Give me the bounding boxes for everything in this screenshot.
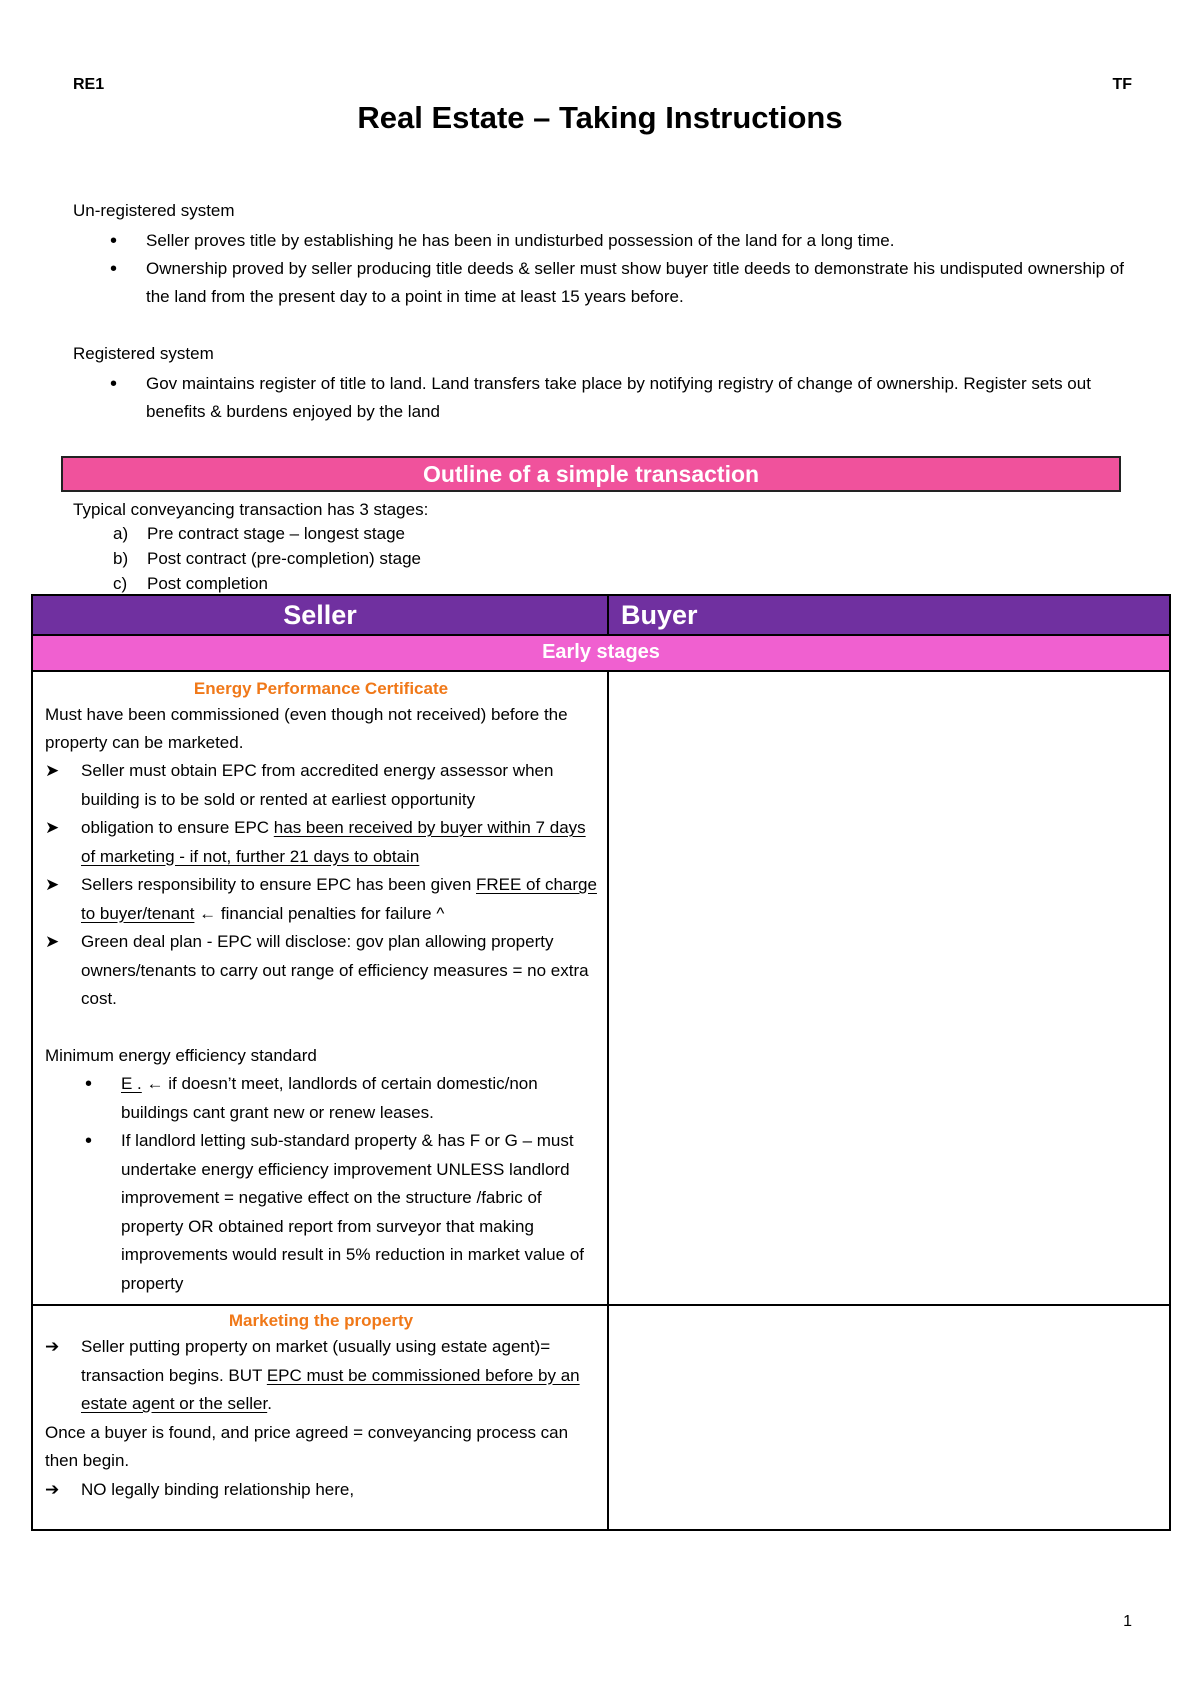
list-item (73, 571, 421, 596)
list-marker: b) (113, 549, 129, 568)
list-item: ➔ Seller putting property on market (usually using estate agent)= transaction begins. BUT EPC must be commissioned before by an estate agent or the seller. (45, 1333, 597, 1419)
arrowhead-bullet-icon: ➤ (45, 761, 60, 780)
buyer-column-header: Buyer (608, 595, 1170, 635)
stage-text: Post contract (pre-completion) stage (147, 549, 422, 568)
marketing-list-2 (45, 1476, 597, 1505)
list-item: • Ownership proved by seller producing title deeds & seller must show buyer title deeds to demonstrate his undisputed ownership of the land from the present day to a point in time at least 15 years before. (108, 255, 1138, 311)
unregistered-list (108, 227, 1138, 311)
seller-marketing-cell (32, 1305, 608, 1530)
arrowhead-bullet-icon: ➤ (45, 818, 60, 837)
list-item (73, 521, 421, 546)
early-stages-header: Early stages (32, 635, 1170, 671)
page-number: 1 (1123, 1613, 1132, 1630)
epc-title: Energy Performance Certificate (193, 679, 449, 698)
right-arrow-icon: ➔ (45, 1479, 60, 1499)
registered-heading: Registered system (73, 344, 214, 363)
buyer-marketing-cell (608, 1305, 1170, 1530)
list-item (73, 546, 421, 571)
stage-text: Pre contract stage – longest stage (147, 524, 405, 543)
seller-column-header: Seller (32, 595, 608, 635)
header-right: TF (1112, 76, 1132, 93)
seller-buyer-table (31, 594, 1171, 1531)
mees-heading: Minimum energy efficiency standard (45, 1045, 317, 1065)
stages-list (73, 521, 421, 596)
list-item: • If landlord letting sub-standard property & has F or G – must undertake energy efficiency improvement UNLESS landlord improvement = negative effect on the structure /fabric of property OR obtained report from surveyor that making improvements would result in 5% reduction in market value of property (85, 1127, 597, 1298)
list-item: ➤ obligation to ensure EPC has been received by buyer within 7 days of marketing - if not, further 21 days to obtain (45, 814, 597, 871)
page-title: Real Estate – Taking Instructions (357, 100, 843, 135)
marketing-title: Marketing the property (228, 1311, 414, 1330)
epc-list (45, 757, 597, 1014)
list-item: ➤ Green deal plan - EPC will disclose: gov plan allowing property owners/tenants to carry out range of efficiency measures = no extra cost. (45, 928, 597, 1014)
list-item: ➤ Seller must obtain EPC from accredited energy assessor when building is to be sold or rented at earliest opportunity (45, 757, 597, 814)
buyer-epc-cell (608, 671, 1170, 1305)
right-arrow-icon: ➔ (45, 1337, 60, 1356)
registered-list (108, 370, 1138, 426)
header-left: RE1 (73, 76, 105, 93)
stages-intro: Typical conveyancing transaction has 3 stages: (73, 500, 429, 519)
list-item: ➤ Sellers responsibility to ensure EPC has been given FREE of charge to buyer/tenant ← financial penalties for failure ^ (45, 871, 597, 928)
list-item: • E . ← if doesn’t meet, landlords of certain domestic/non buildings cant grant new or renew leases. (85, 1070, 597, 1127)
arrowhead-bullet-icon: ➤ (45, 932, 60, 951)
epc-intro: Must have been commissioned (even though not received) before the property can be marketed. (45, 705, 568, 752)
stage-text: Post completion (147, 574, 268, 593)
list-item: ➔ NO legally binding relationship here, (45, 1476, 597, 1505)
unregistered-heading: Un-registered system (73, 201, 235, 220)
list-marker: a) (113, 524, 129, 543)
list-item: • Seller proves title by establishing he has been in undisturbed possession of the land for a long time. (108, 227, 1138, 255)
marketing-paragraph: Once a buyer is found, and price agreed = conveyancing process can then begin. (45, 1422, 569, 1470)
list-marker: c) (113, 574, 128, 593)
marketing-list (45, 1333, 597, 1419)
seller-epc-cell (32, 671, 608, 1305)
mees-list (45, 1070, 597, 1298)
outline-banner: Outline of a simple transaction (61, 456, 1121, 492)
list-item: • Gov maintains register of title to land. Land transfers take place by notifying registry of change of ownership. Register sets out benefits & burdens enjoyed by the land (108, 370, 1138, 426)
arrowhead-bullet-icon: ➤ (45, 875, 60, 894)
